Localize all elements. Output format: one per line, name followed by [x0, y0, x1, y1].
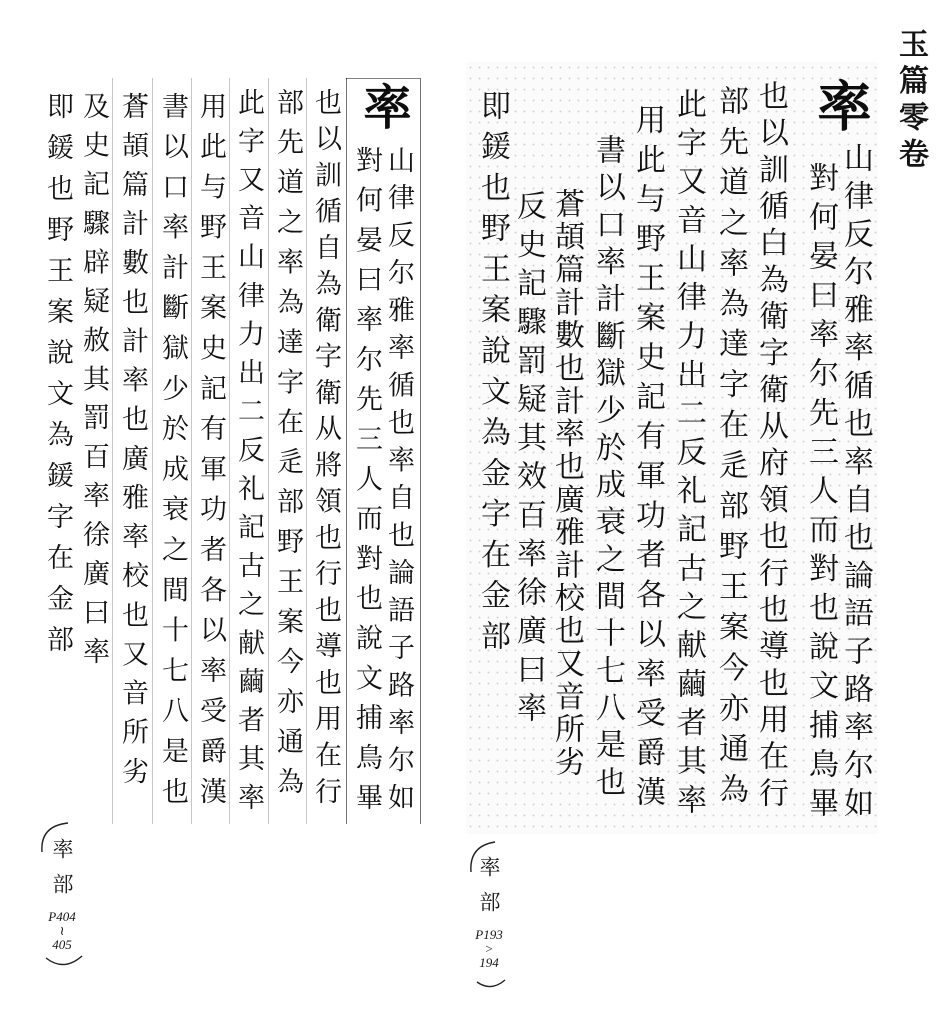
note-radical-label: 率部 — [477, 856, 501, 926]
right-text-column-7: 書以口率計斷獄少於成衰之間十七八是也 — [590, 134, 625, 796]
left-text-column-9: 及史記驟辟疑赦其罰百率徐廣曰率 — [78, 92, 109, 664]
page-border-rule — [420, 78, 421, 824]
note-page-start: P404 — [48, 909, 76, 924]
left-text-column-2: 對何晏曰率尔先三人而對也說文捕鳥畢 — [351, 146, 382, 810]
right-page-reference-note — [461, 836, 517, 992]
right-text-column-9: 反史記驟罰疑其效百率徐廣曰率 — [511, 190, 546, 722]
right-text-column-3: 也以訓循白為衛字衛从府領也行也導也用在行 — [753, 80, 788, 807]
left-text-column-7: 書以口率計斷獄少於成衰之間十七八是也 — [157, 92, 188, 804]
right-text-column-4: 部先道之率為達字在辵部野王案今亦通為 — [713, 85, 748, 803]
left-text-column-1: 山律反尔雅率循也率自也論語子路率尔如 — [383, 146, 414, 810]
right-head-character: 率 — [809, 78, 873, 132]
right-text-column-8: 蒼頡篇計數也計率也廣雅計校也又音所劣 — [549, 188, 584, 776]
right-text-column-6: 用此与野王案史記有軍功者各以率受爵漢 — [630, 104, 665, 806]
column-rule — [112, 78, 113, 824]
document-title: 玉篇零卷 — [893, 28, 928, 168]
column-rule — [152, 78, 153, 824]
note-page-start: P193 — [475, 927, 503, 942]
left-page-reference-note — [34, 818, 90, 974]
right-text-column-5: 此字又音山律力出二反礼記古之献繭者其率 — [671, 88, 706, 814]
left-text-column-10: 即鍰也野王案說文為鍰字在金部 — [42, 92, 73, 652]
left-text-column-6: 用此与野王案史記有軍功者各以率受爵漢 — [195, 92, 226, 804]
note-page-end: 194 — [479, 955, 499, 970]
left-text-column-4: 部先道之率為達字在辵部野王案今亦通為 — [272, 88, 303, 794]
right-text-column-2: 對何晏曰率尔先三人而對也說文捕鳥畢 — [803, 162, 838, 817]
head-character-box — [346, 78, 420, 79]
right-text-column-1: 山律反尔雅率循也率自也論語子路率尔如 — [838, 142, 873, 817]
left-text-column-8: 蒼頡篇計數也計率也廣雅率校也又音所劣 — [117, 92, 148, 784]
note-radical-label: 率部 — [50, 838, 74, 908]
note-page-separator: > — [485, 941, 493, 956]
note-page-separator: ≀ — [59, 923, 65, 938]
note-page-end: 405 — [52, 937, 72, 952]
left-text-column-5: 此字又音山律力出二反礼記古之献繭者其率 — [233, 88, 264, 810]
right-text-column-10: 即鍰也野王案說文為金字在金部 — [475, 90, 510, 650]
left-text-column-3: 也以訓循自為衛字衛从將領也行也導也用在行 — [310, 88, 341, 804]
column-rule — [346, 78, 347, 824]
left-head-character: 率 — [355, 82, 411, 130]
